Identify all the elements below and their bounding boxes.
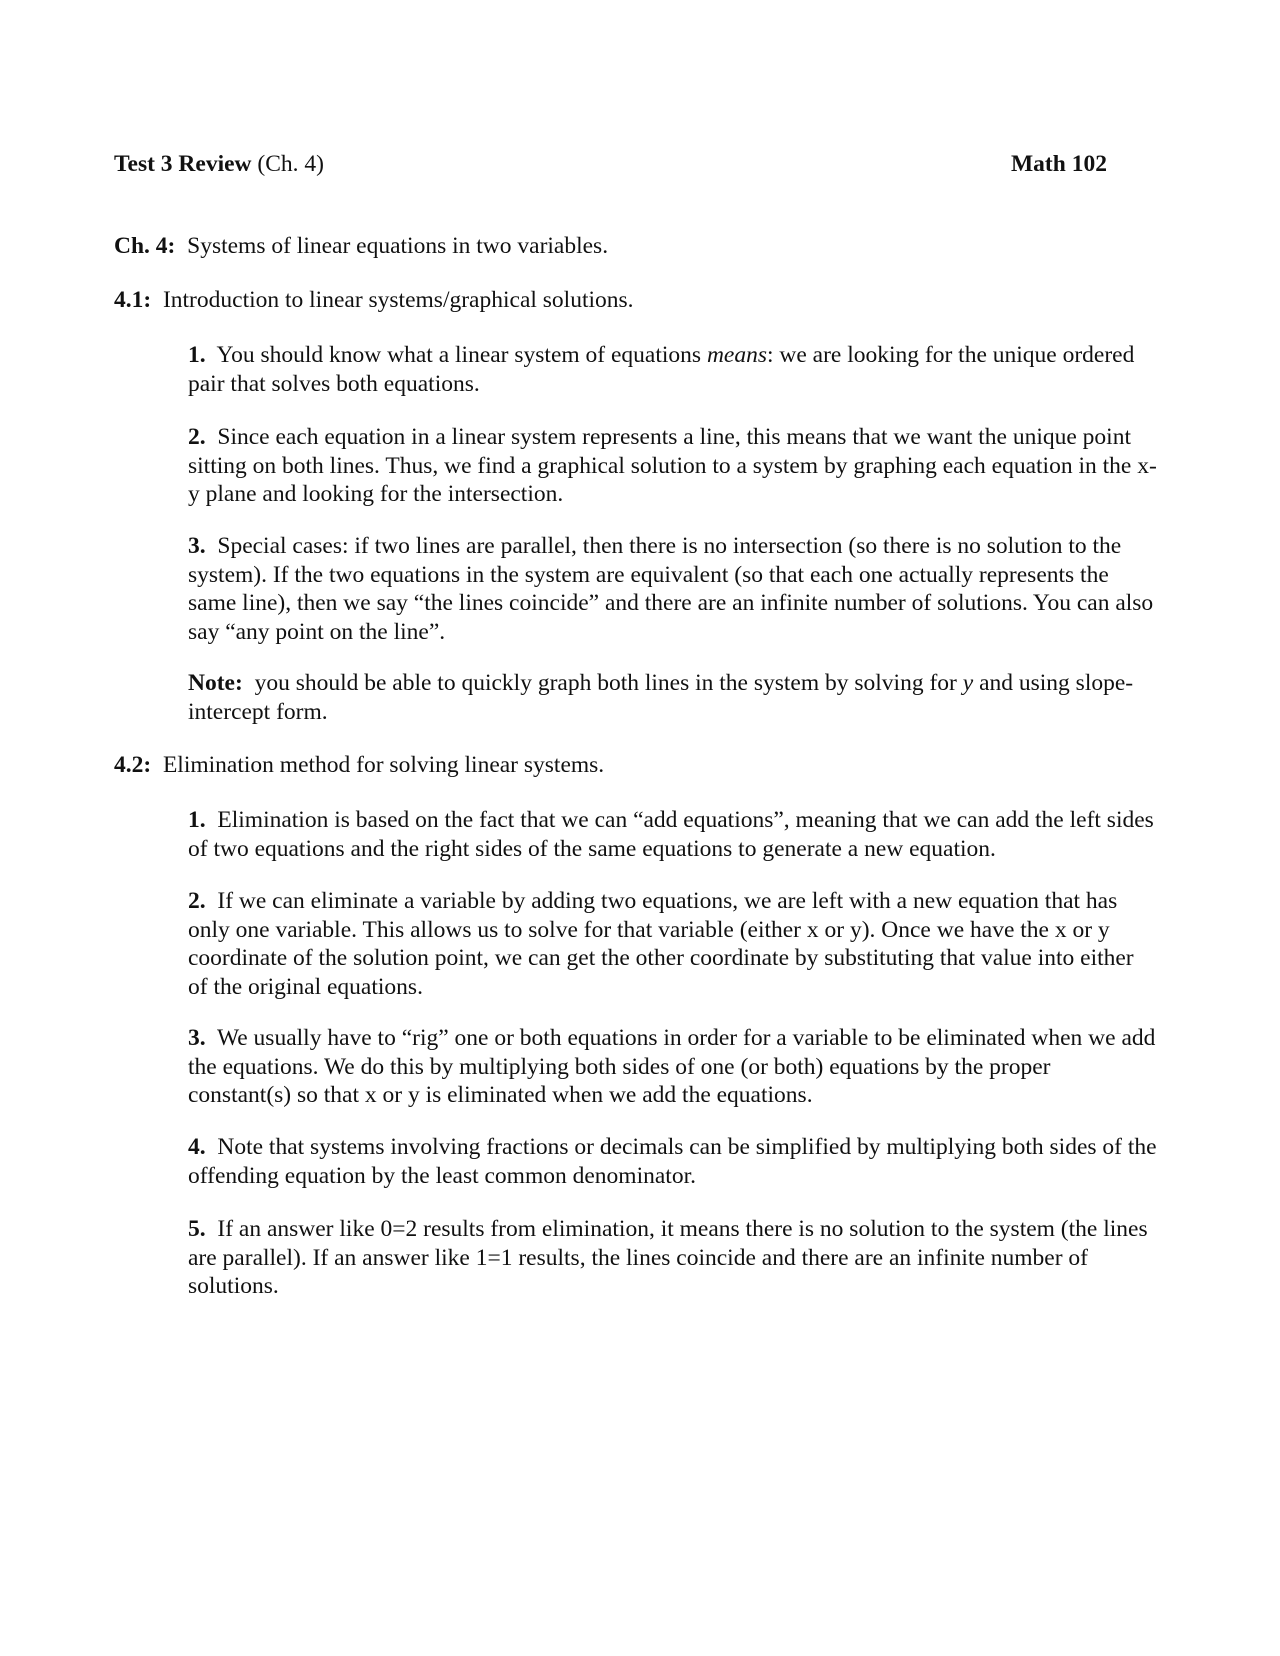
section-4-1-heading	[114, 286, 634, 315]
title-bold: Test 3 Review	[114, 151, 252, 177]
section-4-1-label: 4.1:	[114, 287, 152, 313]
section-4-1-item-2: 2. Since each equation in a linear system represents a line, this means that we want the unique point sitting on both lines. Thus, we find a graphical solution to a system by graphing each equation in the x-y plane and looking for the intersection.	[188, 424, 1157, 507]
emphasis-means: means	[706, 342, 767, 368]
section-4-2-item-3: 3. We usually have to “rig” one or both equations in order for a variable to be eliminated when we add the equations. We do this by multiplying both sides of one (or both) equations by the proper constant(s) so that x or y is eliminated when we add the equations.	[188, 1025, 1156, 1108]
section-4-1-note: Note: you should be able to quickly graph both lines in the system by solving for y and using slope-intercept form.	[188, 670, 1134, 725]
course-name: Math 102	[1011, 151, 1107, 177]
section-4-1-item-3: 3. Special cases: if two lines are parallel, then there is no intersection (so there is no solution to the system). If the two equations in the system are equivalent (so that each one actually represents the same line), then we say “the lines coincide” and there are an infinite number of solutions. You can also say “any point on the line”.	[188, 533, 1154, 645]
section-4-1-item-1: 1. You should know what a linear system of equations means: we are looking for the unique ordered pair that solves both equations.	[188, 342, 1135, 397]
document-title	[114, 150, 324, 179]
section-4-2-item-2: 2. If we can eliminate a variable by adding two equations, we are left with a new equation that has only one variable. This allows us to solve for that variable (either x or y). Once we have the x or y coordinate of the solution point, we can get the other coordinate by substituting that value into either of the original equations.	[188, 888, 1134, 1000]
section-4-2-item-4: 4. Note that systems involving fractions or decimals can be simplified by multiplying both sides of the offending equation by the least common denominator.	[188, 1134, 1157, 1189]
chapter-title: Systems of linear equations in two variables.	[187, 233, 609, 259]
title-chapter-ref: (Ch. 4)	[257, 151, 324, 177]
variable-y: y	[962, 670, 974, 696]
chapter-label: Ch. 4:	[114, 233, 176, 259]
section-4-2-item-1: 1. Elimination is based on the fact that we can “add equations”, meaning that we can add the left sides of two equations and the right sides of the same equations to generate a new equation.	[188, 807, 1154, 862]
section-4-2-item-5: 5. If an answer like 0=2 results from elimination, it means there is no solution to the system (the lines are parallel). If an answer like 1=1 results, the lines coincide and there are an infinite number of solutions.	[188, 1216, 1148, 1299]
section-4-2-heading	[114, 751, 604, 780]
section-4-1-title: Introduction to linear systems/graphical solutions.	[162, 287, 634, 313]
section-4-2-title: Elimination method for solving linear systems.	[162, 752, 605, 778]
note-label: Note:	[188, 670, 243, 696]
section-4-2-label: 4.2:	[114, 752, 152, 778]
chapter-heading	[114, 232, 608, 261]
